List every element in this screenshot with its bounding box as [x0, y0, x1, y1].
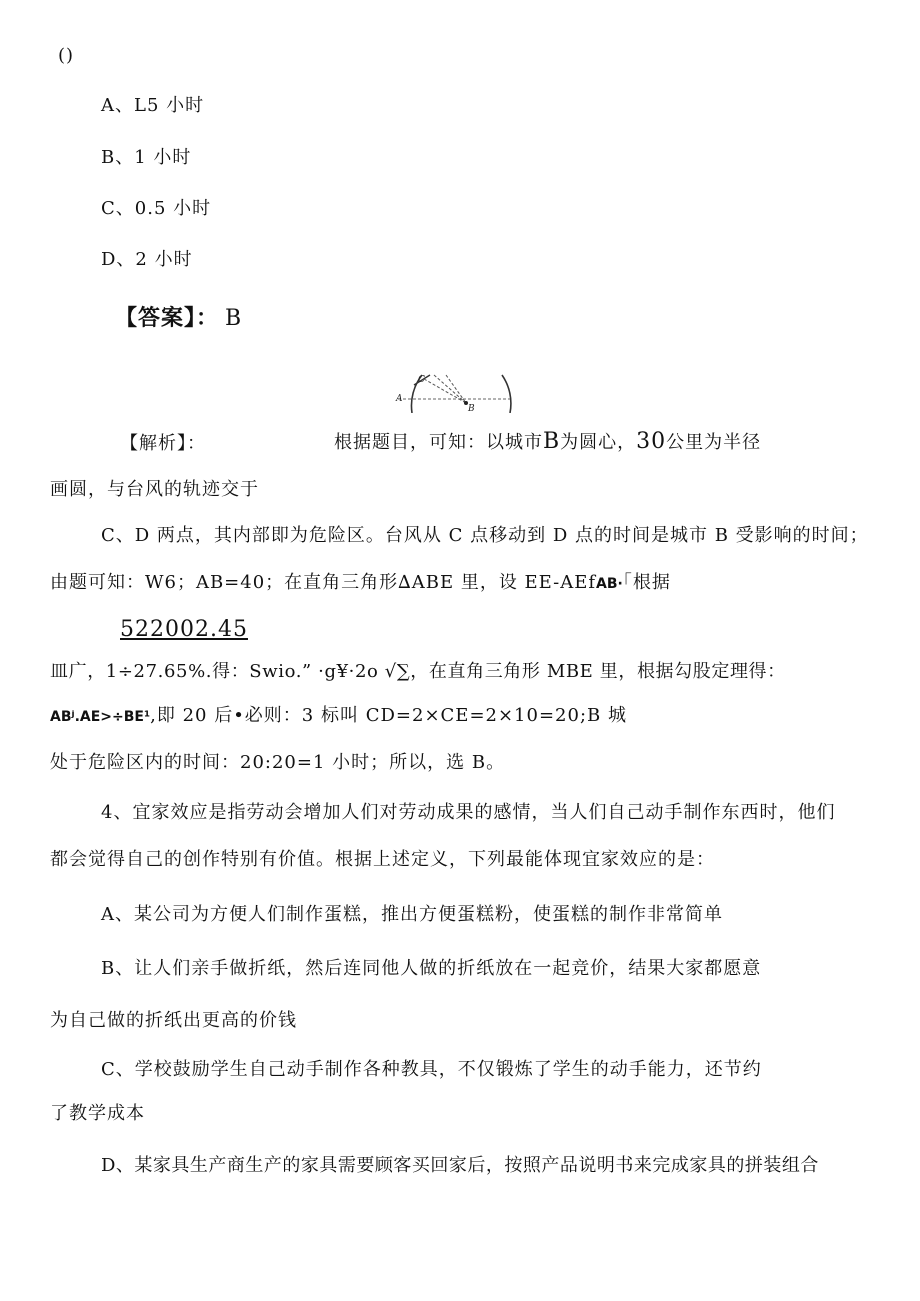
q4-option-b-1: B、让人们亲手做折纸，然后连同他人做的折纸放在一起竞价，结果大家都愿意: [101, 958, 762, 979]
answer-value: B: [225, 306, 243, 331]
analysis-line-7-a: ,即 20 后•必则：3 标叫 CD=2×CE=2×10=20;B 城: [150, 705, 627, 726]
circle-arc-right: [502, 375, 511, 413]
analysis-line-1-b: B: [543, 429, 561, 454]
analysis-line-4: [50, 571, 671, 596]
option-c: C、0.5 小时: [101, 198, 212, 219]
label-a: A: [396, 394, 403, 404]
q4-option-b-2: 为自己做的折纸出更高的价钱: [50, 1010, 297, 1031]
option-d: D、2 小时: [101, 249, 193, 270]
analysis-line-1-end: 公里为半径: [666, 432, 762, 453]
q4-option-d: D、某家具生产商生产的家具需要顾客买回家后，按照产品说明书来完成家具的拼装组合: [101, 1155, 819, 1176]
analysis-line-3: C、D 两点，其内部即为危险区。台风从 C 点移动到 D 点的时间是城市 B 受影响的时间；: [101, 525, 869, 546]
q4-option-c-1: C、学校鼓励学生自己动手制作各种教具，不仅锻炼了学生的动手能力，还节约: [101, 1059, 762, 1080]
analysis-line-4-small: AB·: [596, 576, 623, 592]
answer-label: 【答案】：: [115, 305, 220, 331]
analysis-label: 【解析】：: [120, 433, 206, 454]
circle-diagram: [394, 373, 518, 413]
option-a: A、L5 小时: [101, 95, 205, 116]
analysis-line-1-mid: 为圆心，: [560, 432, 637, 453]
answer-line: [115, 304, 242, 333]
analysis-line-8: 处于危险区内的时间：20:20=1 小时；所以，选 B。: [50, 752, 506, 773]
analysis-line-1-num: 30: [636, 429, 667, 454]
analysis-line-7: [50, 704, 627, 729]
analysis-line-1-a: 根据题目，可知：以城市: [334, 432, 543, 453]
q4-option-a: A、某公司为方便人们制作蛋糕，推出方便蛋糕粉，使蛋糕的制作非常简单: [101, 904, 723, 925]
question-tail: (): [58, 45, 75, 66]
q4-stem-1: 4、宜家效应是指劳动会增加人们对劳动成果的感情，当人们自己动手制作东西时，他们: [101, 802, 836, 823]
analysis-line-5: 522002.45: [120, 617, 248, 642]
analysis-line-7-small: ABʲ.AE>÷BE¹: [50, 709, 151, 725]
q4-stem-2: 都会觉得自己的创作特别有价值。根据上述定义，下列最能体现宜家效应的是：: [50, 849, 715, 870]
circle-diagram-svg: [394, 373, 518, 413]
q4-option-c-2: 了教学成本: [50, 1103, 145, 1124]
analysis-line-4-a: 由题可知：W6；AB=40；在直角三角形∆ABE 里，设 EE-AEf: [50, 572, 597, 593]
label-c: C: [418, 375, 425, 385]
analysis-line-2: 画圆，与台风的轨迹交于: [50, 479, 259, 500]
analysis-line-1: [334, 430, 761, 455]
label-b: B: [468, 404, 475, 413]
analysis-line-6: 皿广，1÷27.65%.得：Swio.” ·g¥·2o √∑，在直角三角形 MBE 里，根据勾股定理得：: [50, 661, 786, 682]
analysis-line-4-end: 「根据: [622, 572, 671, 593]
option-b: B、1 小时: [101, 147, 192, 168]
